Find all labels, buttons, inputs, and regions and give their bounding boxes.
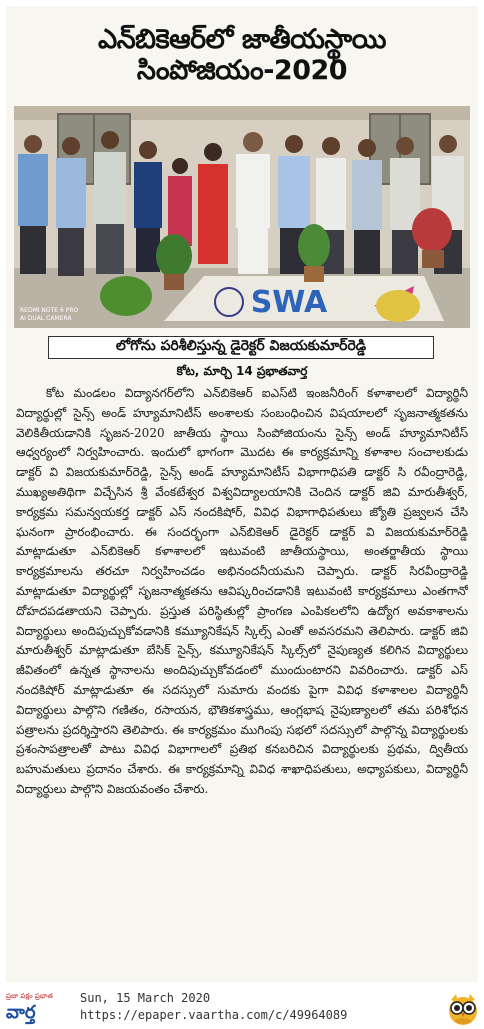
- photo-caption: లోగోను పరిశీలిస్తున్న డైరెక్టర్ విజయకుమార్‌రెడ్డి: [48, 336, 434, 359]
- article-body: కోట మండలం విద్యానగర్‌లోని ఎన్‌బికెఆర్ ఐఎస్‌టి ఇంజనీరింగ్ కళాశాలలో విద్యార్థినీ విద్యార్థుల్లో సైన్స్ అండ్ హ్యూమానిటీస్ అంశాలకు సంబంధించిన విషయాలలో సృజనాత్మకతను వెలికితీయడానికి సృజన-2020 జాతీయ స్థాయి సింపోజియంను సైన్స్ అండ్ హ్యూమానిటీస్ ఆధ్వర్యంలో నిర్వహించారు. ఇందులో భాగంగా మొదట ఈ కార్యక్రమాన్ని కళాశాల సంచాలకుడు డాక్టర్ వి విజయకుమార్‌రెడ్డి, సైన్స్ అండ్ హ్యూమానిటీస్ విభాగాధిపతి డాక్టర్ సి రవీంద్రారెడ్డి, ముఖ్యఅతిథిగా విచ్చేసిన శ్రీ వేంకటేశ్వర విశ్వవిద్యాలయానికి చెందిన డాక్టర్ జివి మారుతీశ్వర్, కార్యక్రమ సమన్వయకర్త డాక్టర్ ఎస్ నందకిషోర్, వివిధ విభాగాధిపతులు జ్యోతి ప్రజ్వలన చేసి ఘనంగా ప్రారంభించారు. ఈ సందర్భంగా ఎన్‌బికెఆర్ డైరెక్టర్ డాక్టర్ వి విజయకుమార్‌రెడ్డి మాట్లాడుతూ ఎన్‌బికెఆర్ కళాశాలలో ఇటువంటి జాతీయస్థాయి, అంతర్జాతీయ స్థాయి కార్యక్రమాలను తరచూ నిర్వహించడం అభినందనీయమని చెప్పారు. డాక్టర్ సిరవీంద్రారెడ్డి మాట్లాడుతూ విద్యార్థుల్లో సృజనాత్మకతను ఆవిష్కరించడానికి ఇటువంటి కార్యక్రమాలు ఎంతగానో దోహదపడతాయని చెప్పారు. ప్రస్తుత పరిస్థితుల్లో ప్రాంగణ ఎంపికలలోని ఉద్యోగ అవకాశాలను విద్యార్థులు అందిపుచ్చుకోవడానికి కమ్యూనికేషన్ స్కిల్స్ ఎంతో అవసరమని తెలిపారు. డాక్టర్ జివి మారుతీశ్వర్ మాట్లాడుతూ బేసిక్ సైన్స్, కమ్యూనికేషన్ స్కిల్స్‌లో నైపుణ్యత కలిగిన విద్యార్థులు జీవితంలో ఉన్నత స్థానాలను అందిపుచ్చుకోవడంలో ముందుంటారని వివరించారు. డాక్టర్ ఎస్ నందకిషోర్ మాట్లాడుతూ ఈ సదస్సులో సుమారు వందకు పైగా వివిధ కళాశాలల విద్యార్థినీ విద్యార్థులు పాల్గొని గణితం, రసాయన, భౌతికశాస్త్రము, ఆంగ్లభాష నైపుణ్యాలలో తమ పరిశోధన పత్రాలను ప్రదర్శిస్తారని తెలిపారు. ఈ కార్యక్రమం ముగింపు సభలో సదస్సులో పాల్గొన్న విద్యార్థులకు ప్రశంసాపత్రాలతో పాటు వివిధ విభాగాలలో ప్రతిభ కనబరిచిన విద్యార్థులకు ప్రథమ, ద్వితీయ బహుమతులు ప్రదానం చేశారు. ఈ కార్యక్రమాన్ని వివిధ శాఖాధిపతులు, అధ్యాపకులు, విద్యార్థినీ విద్యార్థులు పాల్గొని విజయవంతం చేశారు.: [16, 386, 468, 796]
- owl-icon: [446, 992, 480, 1026]
- svg-text:SWA: SWA: [250, 285, 328, 320]
- logo-name: వార్త: [6, 1002, 36, 1023]
- dateline: కోట, మార్చి 14 ప్రభాతవార్త: [176, 364, 308, 378]
- epaper-url[interactable]: https://epaper.vaartha.com/c/49964089: [80, 1008, 348, 1022]
- edition-date: Sun, 15 March 2020: [80, 991, 211, 1005]
- epaper-footer: [0, 988, 484, 1029]
- headline: ఎన్‌బికెఆర్‌లో జాతీయస్థాయి సింపోజియం-2020: [98, 23, 386, 86]
- svg-text:REDMI NOTE 6 PRO: REDMI NOTE 6 PRO: [20, 307, 79, 314]
- svg-text:AI DUAL CAMERA: AI DUAL CAMERA: [20, 315, 72, 322]
- vaartha-logo[interactable]: [6, 992, 68, 1024]
- event-photo: [14, 106, 470, 328]
- logo-tagline: ప్రజా పక్షం ప్రభాత: [6, 992, 53, 1000]
- news-clipping: [6, 6, 478, 982]
- event-photo-illustration: [14, 106, 470, 328]
